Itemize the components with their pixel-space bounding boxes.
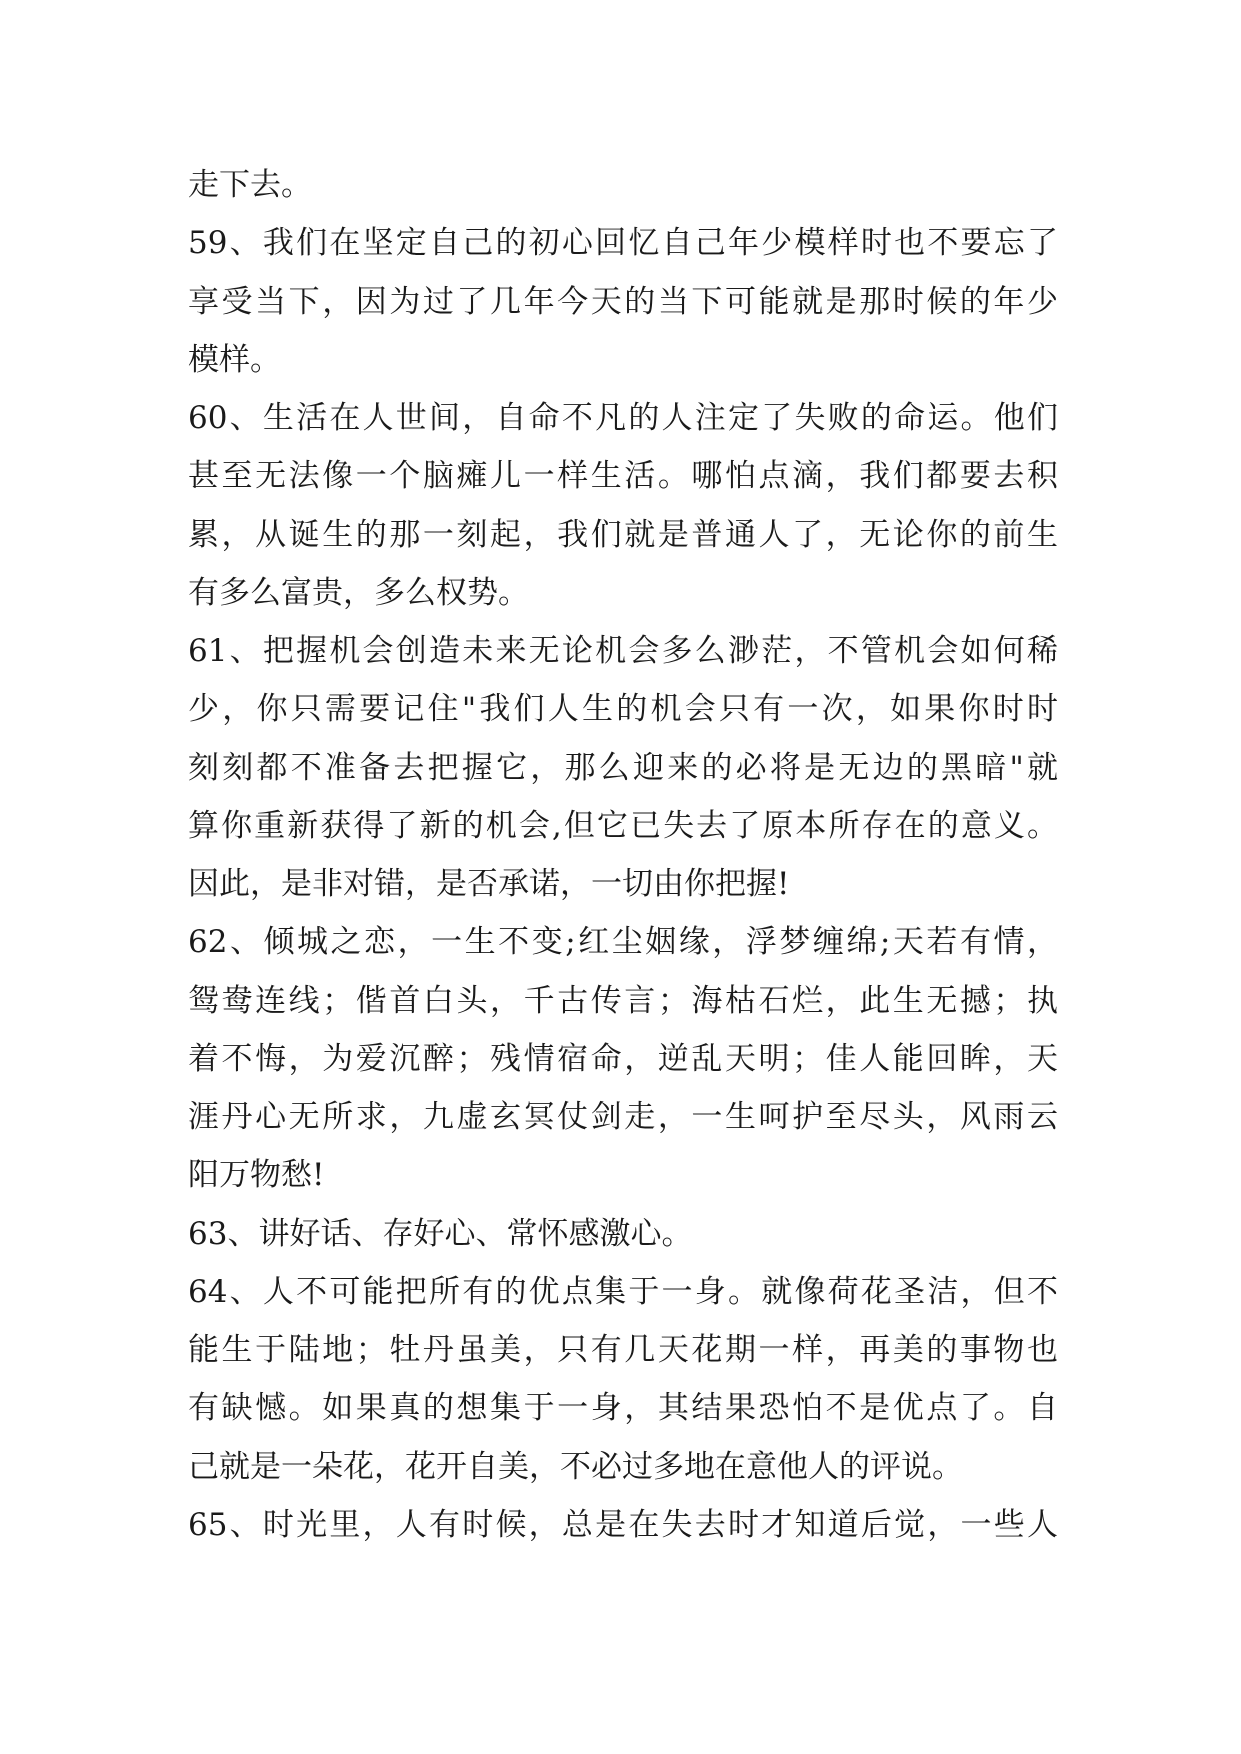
- text-line: 着不悔，为爱沉醉；残情宿命，逆乱天明；佳人能回眸，天: [188, 1040, 1058, 1077]
- document-body: [188, 156, 1058, 1554]
- text-line: 65、时光里，人有时候，总是在失去时才知道后觉，一些人: [188, 1506, 1058, 1543]
- text-line: 能生于陆地；牡丹虽美，只有几天花期一样，再美的事物也: [188, 1332, 1058, 1368]
- text-line: 甚至无法像一个脑瘫儿一样生活。哪怕点滴，我们都要去积: [188, 458, 1058, 495]
- text-line: 享受当下，因为过了几年今天的当下可能就是那时候的年少: [188, 283, 1058, 320]
- text-line: 59、我们在坚定自己的初心回忆自己年少模样时也不要忘了: [188, 225, 1058, 262]
- text-line: 64、人不可能把所有的优点集于一身。就像荷花圣洁，但不: [188, 1273, 1058, 1310]
- text-line: 61、把握机会创造未来无论机会多么渺茫，不管机会如何稀: [188, 633, 1058, 669]
- text-line: 累，从诞生的那一刻起，我们就是普通人了，无论你的前生: [188, 516, 1058, 553]
- text-line: 鸳鸯连线；偕首白头，千古传言；海枯石烂，此生无撼；执: [188, 982, 1058, 1019]
- text-line: 63、讲好话、存好心、常怀感激心。: [188, 1215, 693, 1252]
- text-line: 有多么富贵，多么权势。: [188, 574, 529, 611]
- text-line: 阳万物愁!: [188, 1157, 325, 1194]
- text-line: 60、生活在人世间，自命不凡的人注定了失败的命运。他们: [188, 400, 1058, 436]
- text-line: 走下去。: [188, 167, 312, 203]
- text-line: 62、倾城之恋，一生不变;红尘姻缘，浮梦缠绵;天若有情，: [188, 924, 1058, 961]
- text-line: 算你重新获得了新的机会,但它已失去了原本所存在的意义。: [188, 807, 1058, 844]
- text-line: 少，你只需要记住"我们人生的机会只有一次，如果你时时: [188, 691, 1058, 728]
- text-line: 模样。: [188, 341, 281, 378]
- text-line: 己就是一朵花，花开自美，不必过多地在意他人的评说。: [188, 1448, 963, 1485]
- text-line: 刻刻都不准备去把握它，那么迎来的必将是无边的黑暗"就: [188, 749, 1058, 786]
- text-line: 涯丹心无所求，九虚玄冥仗剑走，一生呵护至尽头，风雨云: [188, 1099, 1058, 1135]
- text-line: 有缺憾。如果真的想集于一身，其结果恐怕不是优点了。自: [188, 1390, 1058, 1427]
- text-line: 因此，是非对错，是否承诺，一切由你把握!: [188, 866, 790, 902]
